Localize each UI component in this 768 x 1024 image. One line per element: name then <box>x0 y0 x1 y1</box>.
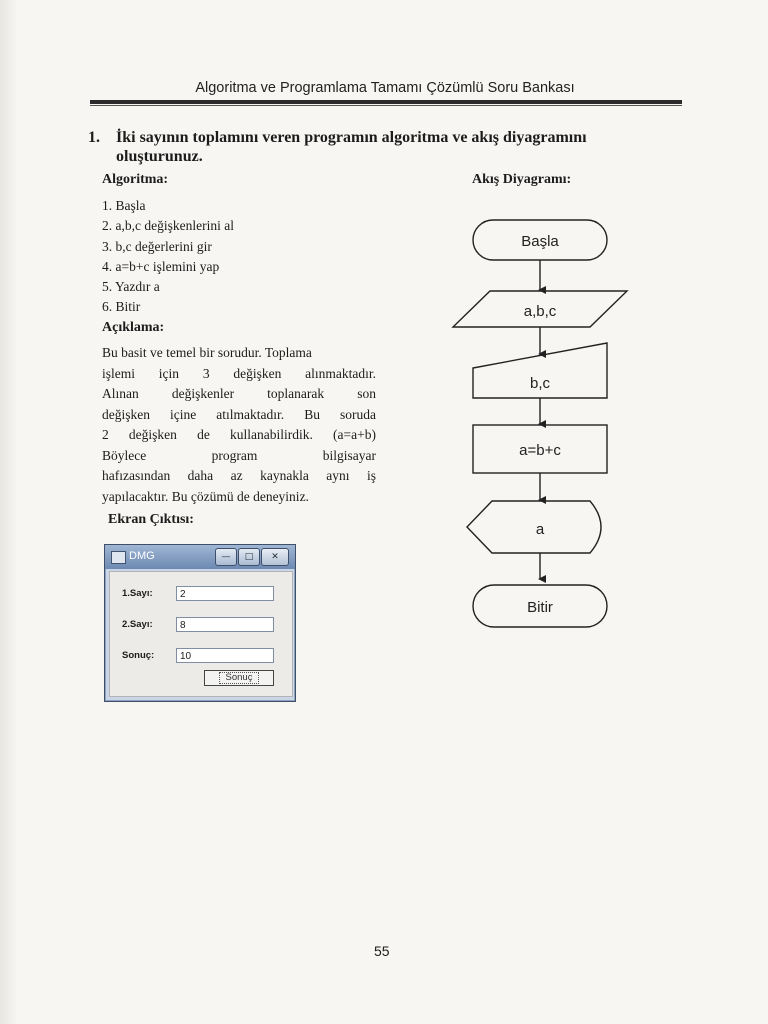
explanation-line: yapılacaktır. Bu çözümü de deneyiniz. <box>102 488 309 504</box>
window-controls <box>214 548 289 565</box>
algorithm-step: 3. b,c değerlerini gir <box>102 238 212 254</box>
page-number: 55 <box>374 943 390 959</box>
explanation-line: Böylece program bilgisayar <box>102 447 376 463</box>
explanation-line: değişken içine atılmaktadır. Bu soruda <box>102 406 376 422</box>
explanation-line: 2 değişken de kullanabilirdik. (a=a+b) <box>102 427 376 442</box>
label-sayi-1: 1.Sayı: <box>122 588 153 599</box>
question-line-2: oluşturunuz. <box>116 148 203 165</box>
flowchart-label: Akış Diyagramı: <box>472 172 572 187</box>
page-edge <box>0 0 18 1024</box>
algorithm-step: 4. a=b+c işlemini yap <box>102 258 220 274</box>
sonuc-button[interactable] <box>204 670 274 686</box>
input-text: a,b,c <box>523 303 557 320</box>
app-window-icon <box>111 551 126 564</box>
algorithm-steps <box>102 196 234 318</box>
algorithm-step: 6. Bitir <box>102 299 141 315</box>
process-text: a=b+c <box>519 442 561 459</box>
explanation-line: hafızasından daha az kaynakla aynı iş <box>102 468 376 483</box>
question-number: 1. <box>88 129 100 146</box>
end-text: Bitir <box>527 599 553 616</box>
display-text: a <box>535 521 545 538</box>
sayi-1-input[interactable]: 2 <box>176 586 274 601</box>
sayi-2-input[interactable]: 8 <box>176 617 274 632</box>
explanation-line: Bu basit ve temel bir sorudur. Toplama <box>102 345 312 360</box>
start-text: Başla <box>521 233 559 250</box>
flowchart <box>440 210 640 650</box>
window-title: DMG <box>129 550 155 562</box>
manual-input-text: b,c <box>529 375 551 392</box>
window-client-area <box>109 571 293 697</box>
screen-output-label: Ekran Çıktısı: <box>108 512 194 527</box>
question-line-1: İki sayının toplamını veren programın algoritma ve akış diyagramını <box>116 129 587 146</box>
sonuc-output[interactable]: 10 <box>176 648 274 663</box>
window-titlebar[interactable] <box>105 545 295 569</box>
header-rule-thin <box>90 105 682 106</box>
algorithm-label: Algoritma: <box>102 172 169 187</box>
label-sayi-2: 2.Sayı: <box>122 619 153 630</box>
explanation-label: Açıklama: <box>102 320 165 335</box>
explanation-text <box>102 343 376 507</box>
maximize-icon[interactable]: □ <box>238 548 260 566</box>
algorithm-step: 2. a,b,c değişkenlerini al <box>102 218 234 234</box>
algorithm-step: 5. Yazdır a <box>102 279 160 295</box>
question <box>88 128 698 166</box>
display-shape <box>467 501 601 553</box>
algorithm-step: 1. Başla <box>102 198 146 213</box>
label-sonuc: Sonuç: <box>122 650 155 661</box>
explanation-line: işlemi için 3 değişken alınmaktadır. <box>102 365 376 381</box>
minimize-icon[interactable]: — <box>215 548 237 566</box>
sonuc-button-label: Sonuç <box>219 672 260 684</box>
dmg-window <box>104 544 296 702</box>
running-header: Algoritma ve Programlama Tamamı Çözümlü Soru Bankası <box>195 80 575 96</box>
explanation-line: Alınan değişkenler toplanarak son <box>102 386 376 401</box>
header-rule <box>90 100 682 104</box>
close-icon[interactable]: ✕ <box>261 548 289 566</box>
